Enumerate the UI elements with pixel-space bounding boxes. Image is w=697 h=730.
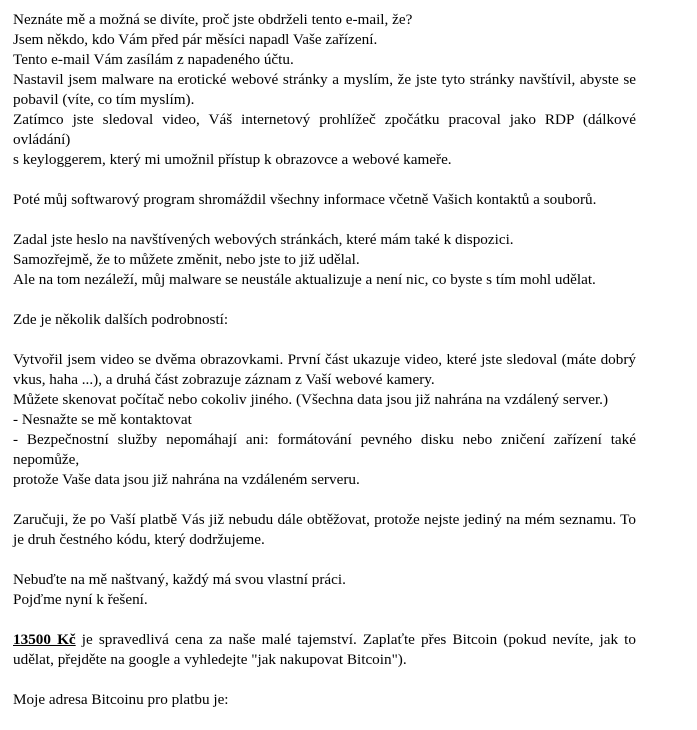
email-body — [13, 10, 636, 730]
text-line: Můžete skenovat počítač nebo cokoliv jiného. (Všechna data jsou již nahrána na vzdálený server.) — [13, 391, 609, 408]
paragraph-details — [13, 350, 636, 490]
text-line: Pojďme nyní k řešení. — [13, 591, 148, 608]
paragraph-password — [13, 230, 636, 290]
paragraph-address — [13, 690, 636, 710]
text-line — [13, 630, 636, 650]
text-line: Jsem někdo, kdo Vám před pár měsíci napadl Vaše zařízení. — [13, 31, 378, 48]
text-line: Poté můj softwarový program shromáždil všechny informace včetně Vašich kontaktů a souborů. — [13, 191, 597, 208]
text-line: Ale na tom nezáleží, můj malware se neustále aktualizuje a není nic, co byste s tím mohl udělat. — [13, 271, 596, 288]
text-line: - Bezpečnostní služby nepomáhají ani: formátování pevného disku nebo zničení zařízení také nepomůže, — [13, 431, 636, 468]
text-line: Zatímco jste sledoval video, Váš internetový prohlížeč zpočátku pracoval jako RDP (dálkové ovládání) — [13, 111, 636, 148]
paragraph-details-heading — [13, 310, 636, 330]
text-line: je druh čestného kódu, který dodržujeme. — [13, 531, 265, 548]
text-line: Neznáte mě a možná se divíte, proč jste obdrželi tento e-mail, že? — [13, 11, 413, 28]
text-line: - Nesnažte se mě kontaktovat — [13, 411, 192, 428]
paragraph-intro — [13, 10, 636, 170]
paragraph-guarantee — [13, 510, 636, 550]
text-line: Vytvořil jsem video se dvěma obrazovkami. První část ukazuje video, které jste sledoval (máte dobrý — [13, 351, 636, 368]
text-line: vkus, haha ...), a druhá část zobrazuje záznam z Vaší webové kamery. — [13, 371, 435, 388]
text-line: Nebuďte na mě naštvaný, každý má svou vlastní práci. — [13, 571, 346, 588]
text-line: Samozřejmě, že to můžete změnit, nebo jste to již udělal. — [13, 251, 360, 268]
text-line: Nastavil jsem malware na erotické webové stránky a myslím, že jste tyto stránky navštívil, abyste se — [13, 71, 636, 88]
text-line: Zde je několik dalších podrobností: — [13, 311, 229, 328]
text-line: pobavil (víte, co tím myslím). — [13, 91, 195, 108]
price-amount: 13500 Kč — [13, 631, 76, 648]
text-line: Tento e-mail Vám zasílám z napadeného účtu. — [13, 51, 294, 68]
text-line: Zaručuji, že po Vaší platbě Vás již nebudu dále obtěžovat, protože nejste jediný na mém seznamu. To — [13, 511, 636, 528]
text-line: udělat, přejděte na google a vyhledejte "jak nakupovat Bitcoin"). — [13, 651, 407, 668]
paragraph-solution — [13, 570, 636, 610]
text-line: Moje adresa Bitcoinu pro platbu je: — [13, 691, 229, 708]
text-line: Zadal jste heslo na navštívených webových stránkách, které mám také k dispozici. — [13, 231, 514, 248]
paragraph-software — [13, 190, 636, 210]
paragraph-payment — [13, 630, 636, 670]
price-text: je spravedlivá cena za naše malé tajemství. Zaplaťte přes Bitcoin (pokud nevíte, jak to — [75, 631, 636, 648]
text-line: s keyloggerem, který mi umožnil přístup k obrazovce a webové kameře. — [13, 151, 452, 168]
text-line: protože Vaše data jsou již nahrána na vzdáleném serveru. — [13, 471, 360, 488]
